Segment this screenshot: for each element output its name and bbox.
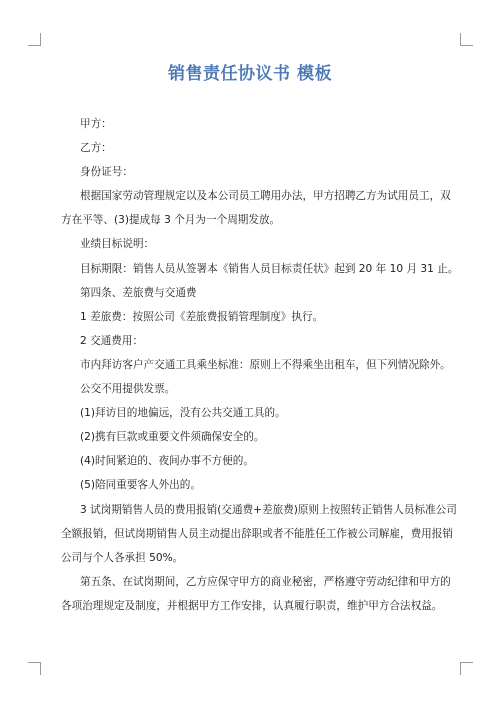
document-line: 身份证号： xyxy=(80,166,133,179)
document-line: (5)陪同重要客人外出的。 xyxy=(80,479,201,492)
crop-mark-bottom-right xyxy=(460,662,473,675)
crop-mark-top-right xyxy=(460,33,473,46)
document-line: 2 交通费用： xyxy=(80,334,144,347)
document-line: 第五条、在试岗期间，乙方应保守甲方的商业秘密，严格遵守劳动纪律和甲方的 xyxy=(80,575,451,588)
document-line: 各项治理规定及制度，并根据甲方工作安排，认真履行职责，维护甲方合法权益。 xyxy=(61,599,443,612)
document-line: (4)时间紧迫的、夜间办事不方便的。 xyxy=(80,455,254,468)
document-line: 方在平等、(3)提成每 3 个月为一个周期发放。 xyxy=(61,214,281,227)
document-line: 全额报销，但试岗期销售人员主动提出辞职或者不能胜任工作被公司解雇，费用报销 xyxy=(61,527,453,540)
document-line: (1)拜访目的地偏远，没有公共交通工具的。 xyxy=(80,407,286,420)
document-line: 公交不用提供发票。 xyxy=(80,383,176,396)
crop-mark-top-left xyxy=(28,33,41,46)
document-line: 1 差旅费：按照公司《差旅费报销管理制度》执行。 xyxy=(80,310,324,323)
document-body xyxy=(61,112,459,618)
document-line: 3 试岗期销售人员的费用报销(交通费+差旅费)原则上按照转正销售人员标准公司 xyxy=(80,503,457,516)
document-line: 市内拜访客户产交通工具乘坐标准：原则上不得乘坐出租车，但下列情况除外。 xyxy=(80,358,451,371)
document-line: 业绩目标说明： xyxy=(80,238,155,251)
document-line: 甲方： xyxy=(80,118,112,130)
document-line: 第四条、差旅费与交通费 xyxy=(80,286,197,299)
document-line: 公司与个人各承担 50%。 xyxy=(61,551,184,564)
document-line: 目标期限：销售人员从签署本《销售人员目标责任状》起到 20 年 10 月 31 止。 xyxy=(80,262,459,275)
document-line: (2)携有巨款或重要文件须确保安全的。 xyxy=(80,431,265,444)
crop-mark-bottom-left xyxy=(28,662,41,675)
document-line: 根据国家劳动管理规定以及本公司员工聘用办法，甲方招聘乙方为试用员工，双 xyxy=(80,190,451,203)
document-line: 乙方： xyxy=(80,142,112,155)
document-title: 销售责任协议书 模板 xyxy=(168,64,332,84)
